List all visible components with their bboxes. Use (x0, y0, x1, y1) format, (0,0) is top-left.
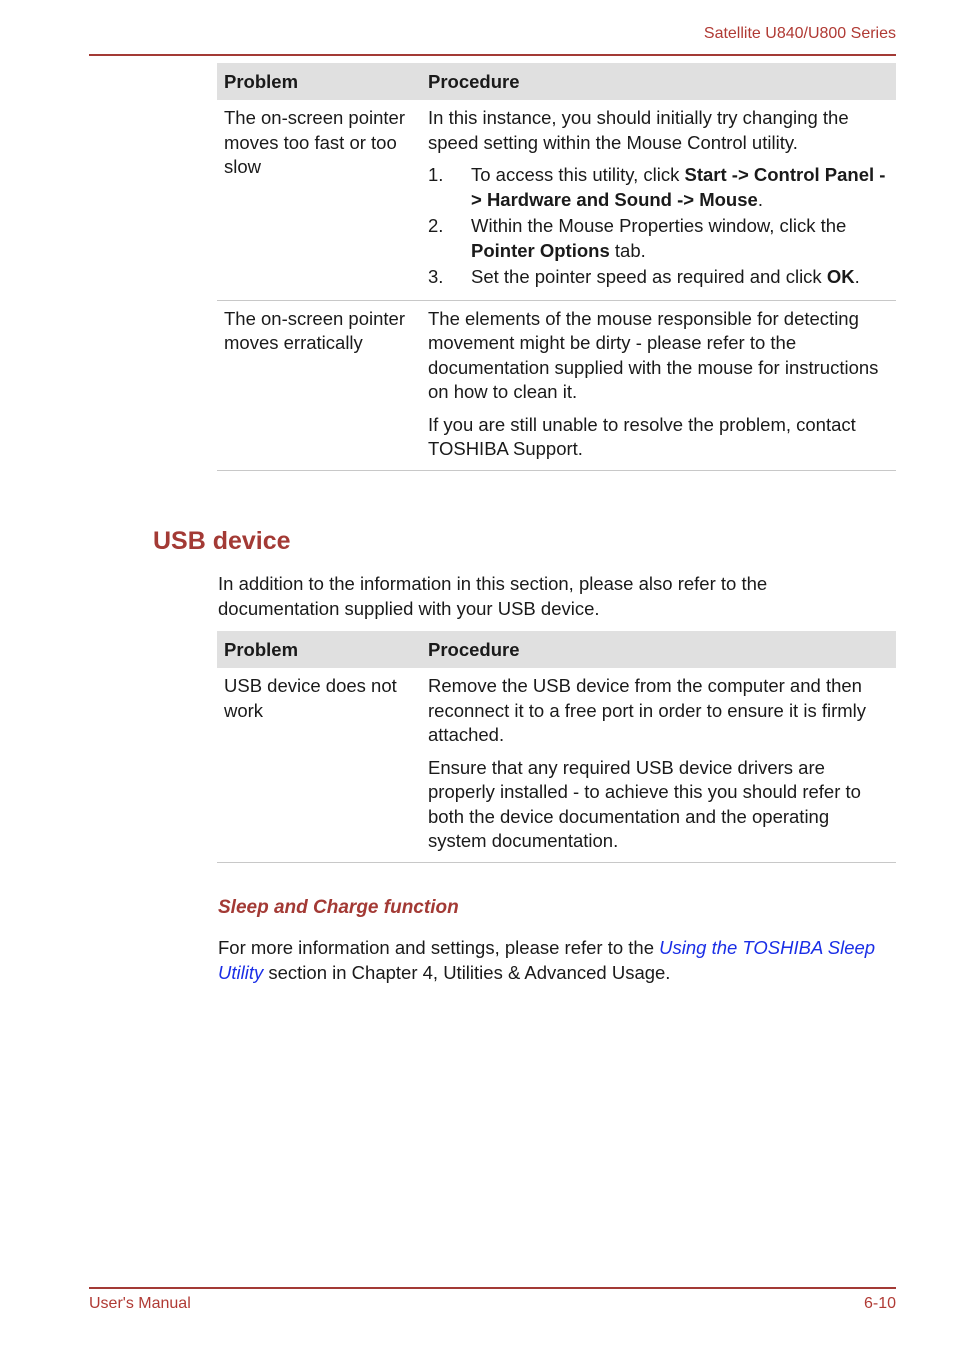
step-text-end: tab. (609, 239, 646, 261)
procedure-paragraph: Ensure that any required USB device drivers are properly installed - to achieve this you should refer to both the device documentation and the operating system documentation. (428, 756, 861, 851)
column-header-procedure: Procedure (421, 63, 896, 100)
section-heading-usb-device: USB device (153, 527, 291, 555)
step-text: Within the Mouse Properties window, click the (471, 215, 847, 236)
usb-intro-paragraph: In addition to the information in this section, please also refer to the documentation supplied with your USB device. (218, 573, 768, 619)
table-header-row (217, 631, 896, 668)
procedure-cell (421, 100, 896, 300)
problem-cell: USB device does not work (217, 668, 421, 862)
usb-problem-table (217, 631, 896, 863)
step-text: To access this utility, click (471, 164, 685, 185)
sleep-text-before: For more information and settings, please refer to the (218, 937, 660, 958)
procedure-paragraph: The elements of the mouse responsible for detecting movement might be dirty - please refer to the documentation supplied with the mouse for instructions on how to clean it. (428, 307, 879, 402)
procedure-cell (421, 668, 896, 862)
procedure-paragraph: If you are still unable to resolve the problem, contact TOSHIBA Support. (428, 413, 856, 459)
column-header-procedure: Procedure (421, 631, 896, 668)
mouse-problem-table (217, 63, 896, 471)
step-item (428, 265, 889, 290)
sleep-paragraph (218, 936, 888, 985)
column-header-problem: Problem (217, 63, 421, 100)
sleep-utility-link[interactable]: Using the TOSHIBA Sleep Utility (218, 937, 876, 983)
step-number: 1. (428, 164, 444, 185)
footer-rule (89, 1287, 896, 1289)
button-name: OK (826, 266, 855, 287)
footer-manual-title: User's Manual (89, 1295, 191, 1312)
column-header-problem: Problem (217, 631, 421, 668)
page-number: 6-10 (863, 1295, 896, 1312)
table-header-row (217, 63, 896, 100)
table-row (217, 100, 896, 300)
problem-cell: The on-screen pointer moves too fast or too slow (217, 100, 421, 300)
procedure-cell (421, 300, 896, 470)
header-rule (89, 54, 896, 56)
step-item (428, 214, 889, 263)
table-row (217, 668, 896, 862)
problem-cell: The on-screen pointer moves erratically (217, 300, 421, 470)
step-text-end: . (854, 266, 860, 287)
running-header-title: Satellite U840/U800 Series (703, 25, 896, 42)
procedure-steps (428, 163, 889, 290)
sleep-text-after: section in Chapter 4, Utilities & Advanced Usage. (263, 961, 671, 983)
step-item (428, 163, 889, 212)
procedure-intro: In this instance, you should initially try changing the speed setting within the Mouse Control utility. (428, 107, 849, 153)
procedure-paragraph: Remove the USB device from the computer and then reconnect it to a free port in order to ensure it is firmly attached. (428, 675, 867, 745)
step-text: Set the pointer speed as required and click (471, 266, 827, 287)
table-row (217, 300, 896, 470)
step-number: 2. (428, 215, 444, 236)
menu-path: Start -> Control Panel -> Hardware and Sound -> Mouse (471, 164, 886, 210)
tab-name: Pointer Options (471, 239, 610, 261)
step-text-end: . (757, 188, 763, 210)
subsection-heading-sleep-and-charge: Sleep and Charge function (218, 897, 459, 918)
step-number: 3. (428, 266, 444, 287)
